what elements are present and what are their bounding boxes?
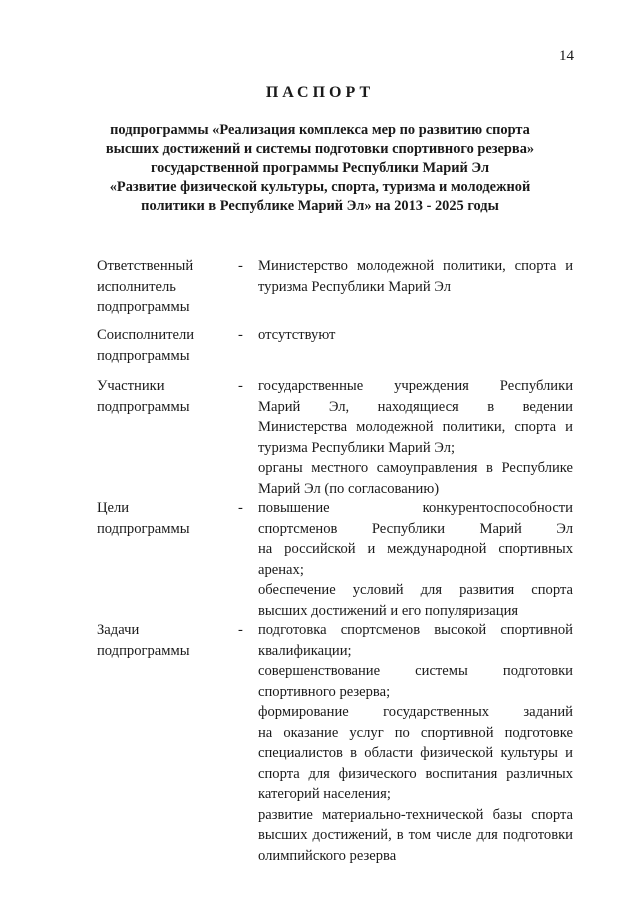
row-content-line: спорта для физического воспитания различных <box>258 765 573 782</box>
row-content-line: формирование государственных заданий <box>258 704 573 720</box>
row-dash: - <box>238 500 243 516</box>
row-content-line: спортсменов Республики Марий Эл <box>258 520 573 537</box>
row-label <box>97 256 232 318</box>
row-content-line: на оказание услуг по спортивной подготовке <box>258 724 573 741</box>
row-label-line: подпрограммы <box>97 642 190 659</box>
document-title: ПАСПОРТ <box>265 84 375 101</box>
row-label <box>97 325 232 366</box>
subtitle-line: высших достижений и системы подготовки спортивного резерва» <box>105 141 535 157</box>
row-content-line: развитие материально-технической базы спорта <box>258 806 573 823</box>
row-content-line: квалификации; <box>258 642 352 659</box>
row-content-line: совершенствование системы подготовки <box>258 663 573 679</box>
row-content-line: на российской и международной спортивных <box>258 541 573 557</box>
row-content <box>258 498 573 621</box>
row-label <box>97 498 232 539</box>
row-content-line: аренах; <box>258 561 304 578</box>
document-subtitle <box>70 121 570 216</box>
row-label-line: Задачи <box>97 622 140 638</box>
row-dash: - <box>238 327 243 343</box>
row-content-line: спортивного резерва; <box>258 683 391 700</box>
page-number: 14 <box>559 48 574 64</box>
row-content <box>258 256 573 297</box>
row-label <box>97 620 232 661</box>
row-label <box>97 376 232 417</box>
row-content-line: органы местного самоуправления в Республике <box>258 460 573 476</box>
row-label-line: Цели <box>97 500 130 516</box>
row-content-line: категорий населения; <box>258 786 391 802</box>
row-content-line: повышение конкурентоспособности <box>258 500 573 516</box>
row-content-line: Марий Эл (по согласованию) <box>258 480 440 497</box>
row-dash: - <box>238 622 243 638</box>
row-content <box>258 620 573 866</box>
row-label-line: Соисполнители <box>97 327 195 343</box>
row-content <box>258 325 573 346</box>
row-content-line: туризма Республики Марий Эл <box>258 278 452 295</box>
subtitle-line: подпрограммы «Реализация комплекса мер по развитию спорта <box>110 122 530 138</box>
subtitle-line: «Развитие физической культуры, спорта, туризма и молодежной <box>109 179 531 195</box>
row-content-line: специалистов в области физической культуры и <box>258 745 573 761</box>
row-label-line: подпрограммы <box>97 398 190 415</box>
row-label-line: исполнитель <box>97 278 176 295</box>
row-dash: - <box>238 378 243 394</box>
row-content-line: подготовка спортсменов высокой спортивной <box>258 622 573 638</box>
row-content-line: Министерство молодежной политики, спорта и <box>258 258 573 274</box>
row-content-line: Марий Эл, находящиеся в ведении <box>258 398 573 415</box>
row-content-line: государственные учреждения Республики <box>258 378 573 394</box>
row-label-line: подпрограммы <box>97 520 190 537</box>
row-label-line: подпрограммы <box>97 347 190 364</box>
row-label-line: подпрограммы <box>97 299 190 315</box>
row-dash: - <box>238 258 243 274</box>
row-content-line: Министерства молодежной политики, спорта и <box>258 419 573 435</box>
row-content <box>258 376 573 499</box>
row-content-line: туризма Республики Марий Эл; <box>258 439 456 456</box>
row-label-line: Ответственный <box>97 258 194 274</box>
row-content-line: отсутствуют <box>258 327 336 343</box>
row-content-line: олимпийского резерва <box>258 847 397 864</box>
row-label-line: Участники <box>97 378 165 394</box>
row-content-line: обеспечение условий для развития спорта <box>258 582 573 598</box>
subtitle-line: политики в Республике Марий Эл» на 2013 - 2025 годы <box>141 198 499 214</box>
row-content-line: высших достижений, в том числе для подготовки <box>258 827 573 843</box>
row-content-line: высших достижений и его популяризация <box>258 602 519 619</box>
subtitle-line: государственной программы Республики Марий Эл <box>150 160 490 176</box>
